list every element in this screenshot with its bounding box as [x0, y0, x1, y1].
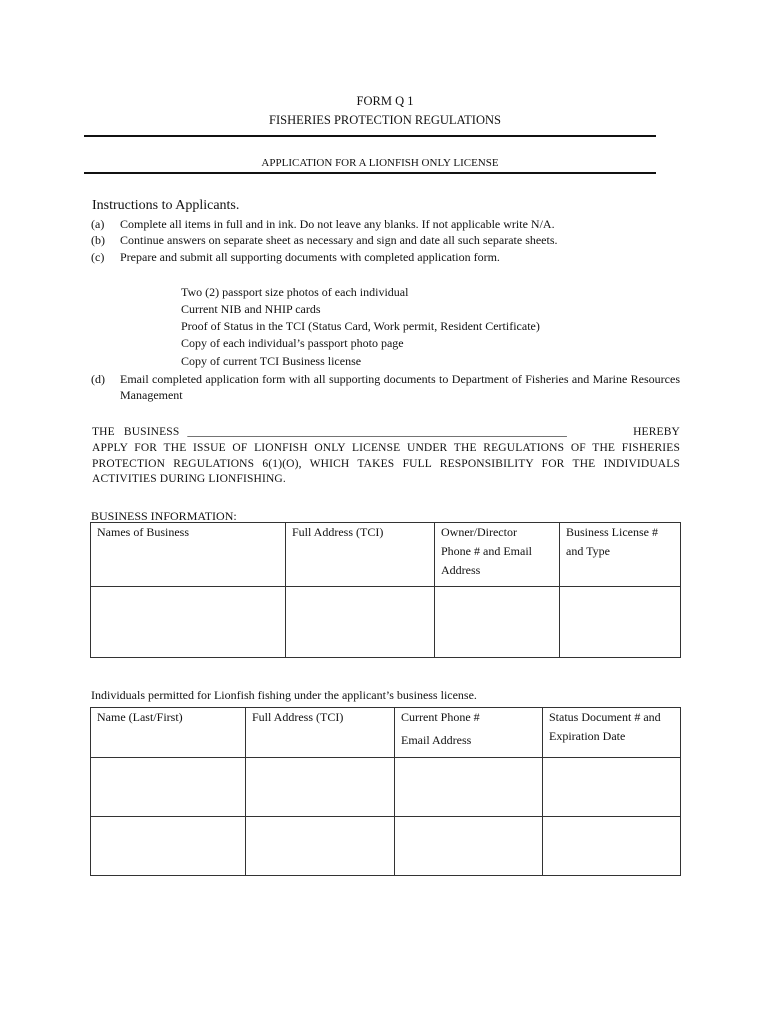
instruction-label: (b) [91, 233, 105, 247]
business-name-cell[interactable] [91, 587, 286, 658]
business-info-title: BUSINESS INFORMATION: [91, 509, 237, 523]
instruction-text: Complete all items in full and in ink. Do not leave any blanks. If not applicable write N/A. [120, 217, 555, 231]
owner-contact-cell[interactable] [435, 587, 560, 658]
header-phone-email: Current Phone # Email Address [395, 708, 543, 758]
header-names-of-business: Names of Business [91, 523, 286, 587]
application-title: APPLICATION FOR A LIONFISH ONLY LICENSE [261, 157, 499, 169]
individual-address-cell[interactable] [246, 758, 395, 817]
document-item: Proof of Status in the TCI (Status Card, Work permit, Resident Certificate) [181, 319, 540, 333]
individual-entry-row [91, 758, 681, 817]
regulations-title: FISHERIES PROTECTION REGULATIONS [269, 113, 501, 127]
declaration-first-line [92, 426, 680, 442]
individuals-table [90, 707, 681, 876]
individual-name-cell[interactable] [91, 758, 246, 817]
instruction-text: Prepare and submit all supporting documents with completed application form. [120, 250, 500, 264]
instruction-label: (d) [91, 372, 105, 386]
document-item: Two (2) passport size photos of each individual [181, 285, 409, 299]
header-name-last-first: Name (Last/First) [91, 708, 246, 758]
header-full-address: Full Address (TCI) [286, 523, 435, 587]
business-info-entry-row [91, 587, 681, 658]
document-item: Copy of each individual’s passport photo page [181, 336, 404, 350]
business-info-header-row [91, 523, 681, 587]
instruction-label: (a) [91, 217, 105, 231]
document-item: Current NIB and NHIP cards [181, 302, 321, 316]
instruction-label: (c) [91, 250, 105, 264]
instructions-title: Instructions to Applicants. [92, 198, 240, 213]
business-address-cell[interactable] [286, 587, 435, 658]
declaration-hereby: HEREBY [633, 426, 680, 438]
individual-address-cell[interactable] [246, 817, 395, 876]
document-item: Copy of current TCI Business license [181, 354, 362, 368]
header-divider-bottom [84, 172, 656, 174]
instruction-text: Email completed application form with all supporting documents to Department of Fisheries and Marine Resources Management [120, 372, 680, 402]
business-info-table [90, 522, 681, 658]
instruction-text: Continue answers on separate sheet as necessary and sign and date all such separate sheets. [120, 233, 558, 247]
header-status-document: Status Document # and Expiration Date [543, 708, 681, 758]
individual-phone-cell[interactable] [395, 817, 543, 876]
individual-phone-cell[interactable] [395, 758, 543, 817]
individual-name-cell[interactable] [91, 817, 246, 876]
header-divider-top [84, 135, 656, 137]
declaration-the-business: THE BUSINESS [92, 426, 180, 438]
business-name-blank[interactable]: __________________________________________________________________ [187, 426, 567, 438]
individuals-header-row [91, 708, 681, 758]
form-number: FORM Q 1 [356, 94, 414, 108]
header-owner-director: Owner/Director Phone # and Email Address [435, 523, 560, 587]
header-business-license: Business License # and Type [560, 523, 681, 587]
individual-status-cell[interactable] [543, 758, 681, 817]
individual-entry-row [91, 817, 681, 876]
license-type-cell[interactable] [560, 587, 681, 658]
declaration-text: APPLY FOR THE ISSUE OF LIONFISH ONLY LICENSE UNDER THE REGULATIONS OF THE FISHERIES PROTECTION REGULATIONS 6(1)(O), WHICH TAKES FULL RESPONSIBILITY FOR THE INDIVIDUALS ACTIVITIES DURING LIONFISHING. [92, 442, 680, 486]
individuals-title: Individuals permitted for Lionfish fishing under the applicant’s business license. [91, 688, 477, 702]
individual-status-cell[interactable] [543, 817, 681, 876]
header-full-address: Full Address (TCI) [246, 708, 395, 758]
